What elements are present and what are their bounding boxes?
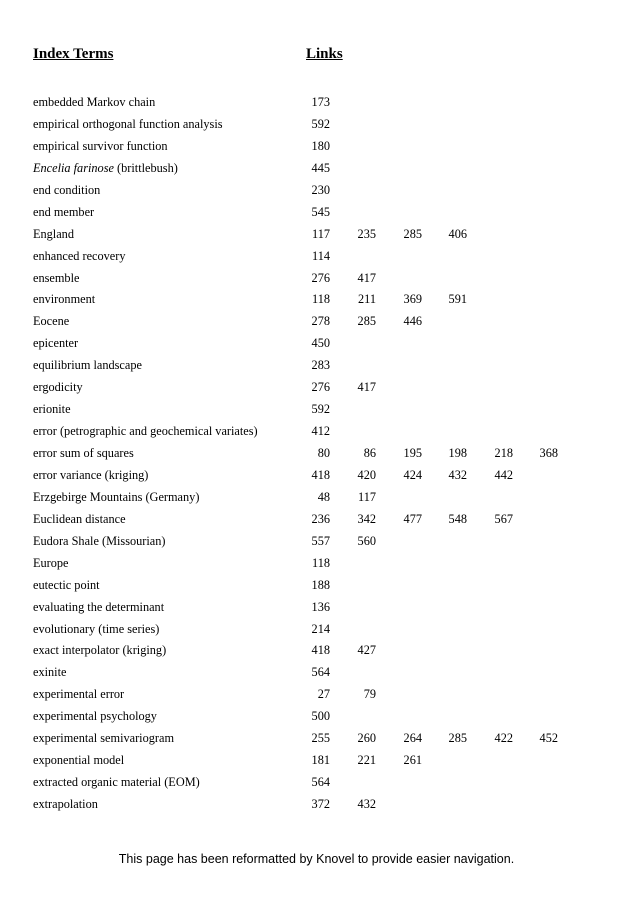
index-term: epicenter (33, 336, 79, 351)
page-link[interactable]: 427 (357, 643, 376, 658)
page-link[interactable]: 114 (312, 248, 330, 263)
index-term: error variance (kriging) (33, 467, 149, 482)
page-link[interactable]: 417 (357, 380, 376, 395)
page-link[interactable]: 412 (311, 424, 330, 439)
page-link[interactable]: 198 (448, 446, 467, 460)
footer-note: This page has been reformatted by Knovel to provide easier navigation. (118, 852, 515, 866)
page-link[interactable]: 342 (357, 511, 376, 526)
index-row (0, 661, 633, 683)
index-row (0, 332, 633, 354)
index-term (33, 157, 178, 179)
page-link[interactable]: 432 (448, 467, 467, 482)
page-link[interactable]: 118 (312, 555, 330, 570)
index-row (0, 223, 633, 245)
page-link[interactable]: 592 (311, 116, 330, 131)
links-heading: Links (306, 46, 343, 62)
page-link[interactable]: 477 (403, 511, 422, 526)
page-link[interactable]: 285 (357, 314, 376, 329)
index-row (0, 793, 633, 815)
index-row (0, 771, 633, 793)
index-row (0, 157, 633, 179)
index-row (0, 486, 633, 508)
index-row (0, 749, 633, 771)
index-term: Erzgebirge Mountains (Germany) (33, 489, 200, 504)
page-link[interactable]: 442 (494, 467, 513, 482)
page-link[interactable]: 548 (448, 511, 467, 526)
page-link[interactable]: 557 (311, 533, 330, 548)
index-row (0, 179, 633, 201)
index-row (0, 310, 633, 332)
index-term: exponential model (33, 753, 125, 768)
page-link[interactable]: 372 (311, 797, 330, 811)
index-row (0, 508, 633, 530)
index-term: enhanced recovery (33, 248, 126, 263)
index-term: exinite (33, 665, 67, 680)
index-term: extracted organic material (EOM) (33, 775, 200, 790)
index-term: extrapolation (33, 797, 98, 811)
page-link[interactable]: 545 (311, 204, 330, 219)
page-link[interactable]: 278 (311, 314, 330, 329)
page-link[interactable]: 500 (311, 709, 330, 724)
index-terms-heading: Index Terms (33, 46, 114, 62)
page-link[interactable]: 418 (311, 467, 330, 482)
index-term: erionite (33, 402, 71, 417)
page-link[interactable]: 236 (311, 511, 330, 526)
index-list (0, 91, 633, 815)
page-link[interactable]: 80 (317, 446, 330, 460)
page-link[interactable]: 406 (448, 226, 467, 241)
page-link[interactable]: 230 (311, 182, 330, 197)
index-term: evolutionary (time series) (33, 621, 160, 636)
index-row (0, 398, 633, 420)
index-row (0, 464, 633, 486)
index-term: empirical survivor function (33, 138, 168, 153)
index-term: evaluating the determinant (33, 599, 165, 614)
page-link[interactable]: 424 (403, 467, 422, 482)
page-link[interactable]: 27 (317, 687, 330, 702)
page-link[interactable]: 211 (358, 292, 376, 307)
index-term: ensemble (33, 270, 80, 285)
page-link[interactable]: 285 (448, 731, 467, 746)
page-link[interactable]: 195 (403, 446, 422, 460)
page-link[interactable]: 276 (311, 270, 330, 285)
page-link[interactable]: 560 (357, 533, 376, 548)
page-link[interactable]: 117 (358, 489, 376, 504)
index-row (0, 135, 633, 157)
index-term: England (33, 226, 74, 241)
page-link[interactable]: 417 (357, 270, 376, 285)
page-link[interactable]: 369 (403, 292, 422, 307)
index-row (0, 376, 633, 398)
page-link[interactable]: 181 (311, 753, 330, 768)
index-row (0, 245, 633, 267)
page-link[interactable]: 368 (539, 446, 558, 460)
page-link[interactable]: 450 (311, 336, 330, 351)
index-row (0, 420, 633, 442)
index-row (0, 683, 633, 705)
index-row (0, 530, 633, 552)
page-link[interactable]: 79 (363, 687, 376, 702)
page-link[interactable]: 255 (311, 731, 330, 746)
index-row (0, 727, 633, 749)
index-term: equilibrium landscape (33, 358, 142, 373)
index-term: error sum of squares (33, 446, 134, 460)
index-term: empirical orthogonal function analysis (33, 116, 223, 131)
index-row (0, 267, 633, 289)
index-term: Euclidean distance (33, 511, 126, 526)
page-link[interactable]: 283 (311, 358, 330, 373)
page-link[interactable]: 261 (403, 753, 422, 768)
page-link[interactable]: 180 (311, 138, 330, 153)
index-term: end member (33, 204, 95, 219)
page-link[interactable]: 264 (403, 731, 422, 746)
page-link[interactable]: 136 (311, 599, 330, 614)
index-row (0, 442, 633, 464)
page-link[interactable]: 285 (403, 226, 422, 241)
index-term: Eudora Shale (Missourian) (33, 533, 166, 548)
index-term: experimental psychology (33, 709, 157, 724)
page-link[interactable]: 117 (312, 226, 330, 241)
page-link[interactable]: 218 (494, 446, 513, 460)
index-row (0, 201, 633, 223)
page-link[interactable]: 276 (311, 380, 330, 395)
index-term: embedded Markov chain (33, 95, 156, 109)
page-link[interactable]: 418 (311, 643, 330, 658)
page-link[interactable]: 564 (311, 665, 330, 680)
index-row (0, 596, 633, 618)
page-link[interactable]: 422 (494, 731, 513, 746)
index-row (0, 552, 633, 574)
page-link[interactable]: 592 (311, 402, 330, 417)
index-term: ergodicity (33, 380, 83, 395)
page-link[interactable]: 214 (311, 621, 330, 636)
page-link[interactable]: 420 (357, 467, 376, 482)
page-link[interactable]: 564 (311, 775, 330, 790)
page-link[interactable]: 445 (311, 160, 330, 175)
index-term: Eocene (33, 314, 70, 329)
page-link[interactable]: 48 (317, 489, 330, 504)
page-link[interactable]: 260 (357, 731, 376, 746)
index-term: experimental semivariogram (33, 731, 175, 746)
page-link[interactable]: 188 (311, 577, 330, 592)
index-term: environment (33, 292, 96, 307)
index-row (0, 288, 633, 310)
page-link[interactable]: 173 (311, 95, 330, 109)
index-row (0, 639, 633, 661)
page-link[interactable]: 567 (494, 511, 513, 526)
page-link[interactable]: 446 (403, 314, 422, 329)
index-term: eutectic point (33, 577, 100, 592)
page-link[interactable]: 221 (357, 753, 376, 768)
page-link[interactable]: 452 (539, 731, 558, 746)
page-link[interactable]: 118 (312, 292, 330, 307)
index-row (0, 618, 633, 640)
page-link[interactable]: 591 (448, 292, 467, 307)
page-link[interactable]: 235 (357, 226, 376, 241)
index-term: Europe (33, 555, 69, 570)
index-row (0, 91, 633, 113)
page-link[interactable]: 86 (363, 446, 376, 460)
index-term: error (petrographic and geochemical variates) (33, 424, 258, 439)
index-term: end condition (33, 182, 101, 197)
index-term: experimental error (33, 687, 125, 702)
index-term-italic: Encelia farinose (33, 160, 114, 175)
page-link[interactable]: 432 (357, 797, 376, 811)
index-term-rest: (brittlebush) (113, 160, 178, 175)
index-term: exact interpolator (kriging) (33, 643, 167, 658)
index-row (0, 574, 633, 596)
index-row (0, 354, 633, 376)
index-row (0, 113, 633, 135)
index-row (0, 705, 633, 727)
